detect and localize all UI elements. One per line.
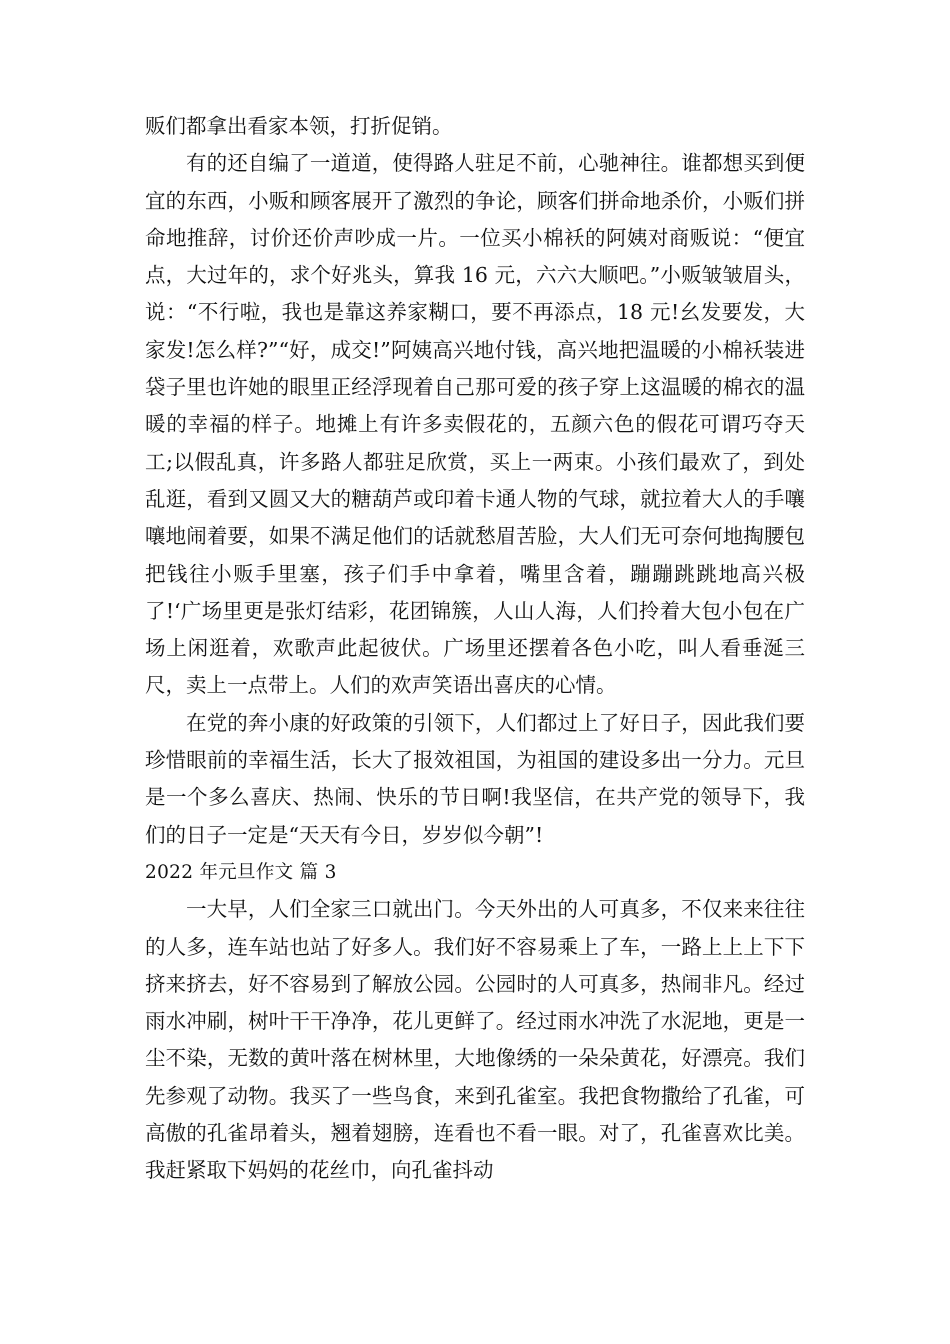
paragraph-market-scene: 有的还自编了一道道，使得路人驻足不前，心驰神往。谁都想买到便宜的东西，小贩和顾客展开了激烈的争论，顾客们拼命地杀价，小贩们拼命地推辞，讨价还价声吵成一片。一位买小棉袄的阿姨对商贩说：“便宜点，大过年的，求个好兆头，算我 16 元，六六大顺吧。”小贩皱皱眉头，说：“不行啦，我也是靠这养家糊口，要不再添点，18 元!幺发要发，大家发!怎么样?”“好，成交!”阿姨高兴地付钱，高兴地把温暖的小棉袄装进袋子里也许她的眼里正经浮现着自己那可爱的孩子穿上这温暖的棉衣的温暖的幸福的样子。地摊上有许多卖假花的，五颜六色的假花可谓巧夺天工;以假乱真，许多路人都驻足欣赏，买上一两束。小孩们最欢了，到处乱逛，看到又圆又大的糖葫芦或印着卡通人物的气球，就拉着大人的手嚷嚷地闹着要，如果不满足他们的话就愁眉苦脸，大人们无可奈何地掏腰包把钱往小贩手里塞，孩子们手中拿着，嘴里含着，蹦蹦跳跳地高兴极了!‘广场里更是张灯结彩，花团锦簇，人山人海，人们拎着大包小包在广场上闲逛着，欢歌声此起彼伏。广场里还摆着各色小吃，叫人看垂涎三尺，卖上一点带上。人们的欢声笑语出喜庆的心情。 — [145, 151, 805, 698]
paragraph-park-trip: 一大早，人们全家三口就出门。今天外出的人可真多，不仅来来往往的人多，连车站也站了好多人。我们好不容易乘上了车，一路上上上下下挤来挤去，好不容易到了解放公园。公园时的人可真多，热闹非凡。经过雨水冲刷，树叶干干净净，花儿更鲜了。经过雨水冲洗了水泥地，更是一尘不染，无数的黄叶落在树林里，大地像绣的一朵朵黄花，好漂亮。我们先参观了动物。我买了一些鸟食，来到孔雀室。我把食物撒给了孔雀，可高傲的孔雀昂着头，翘着翅膀，连看也不看一眼。对了，孔雀喜欢比美。我赶紧取下妈妈的花丝巾，向孔雀抖动 — [145, 897, 805, 1183]
paragraph-continuation: 贩们都拿出看家本领，打折促销。 — [145, 114, 453, 138]
section-heading: 2022 年元旦作文 篇 3 — [145, 861, 337, 883]
paragraph-conclusion: 在党的奔小康的好政策的引领下，人们都过上了好日子，因此我们要珍惜眼前的幸福生活，长大了报效祖国，为祖国的建设多出一分力。元旦是一个多么喜庆、热闹、快乐的节日啊!我坚信，在共产党的领导下，我们的日子一定是“天天有今日，岁岁似今朝”! — [145, 710, 805, 847]
document-page — [145, 108, 805, 1190]
